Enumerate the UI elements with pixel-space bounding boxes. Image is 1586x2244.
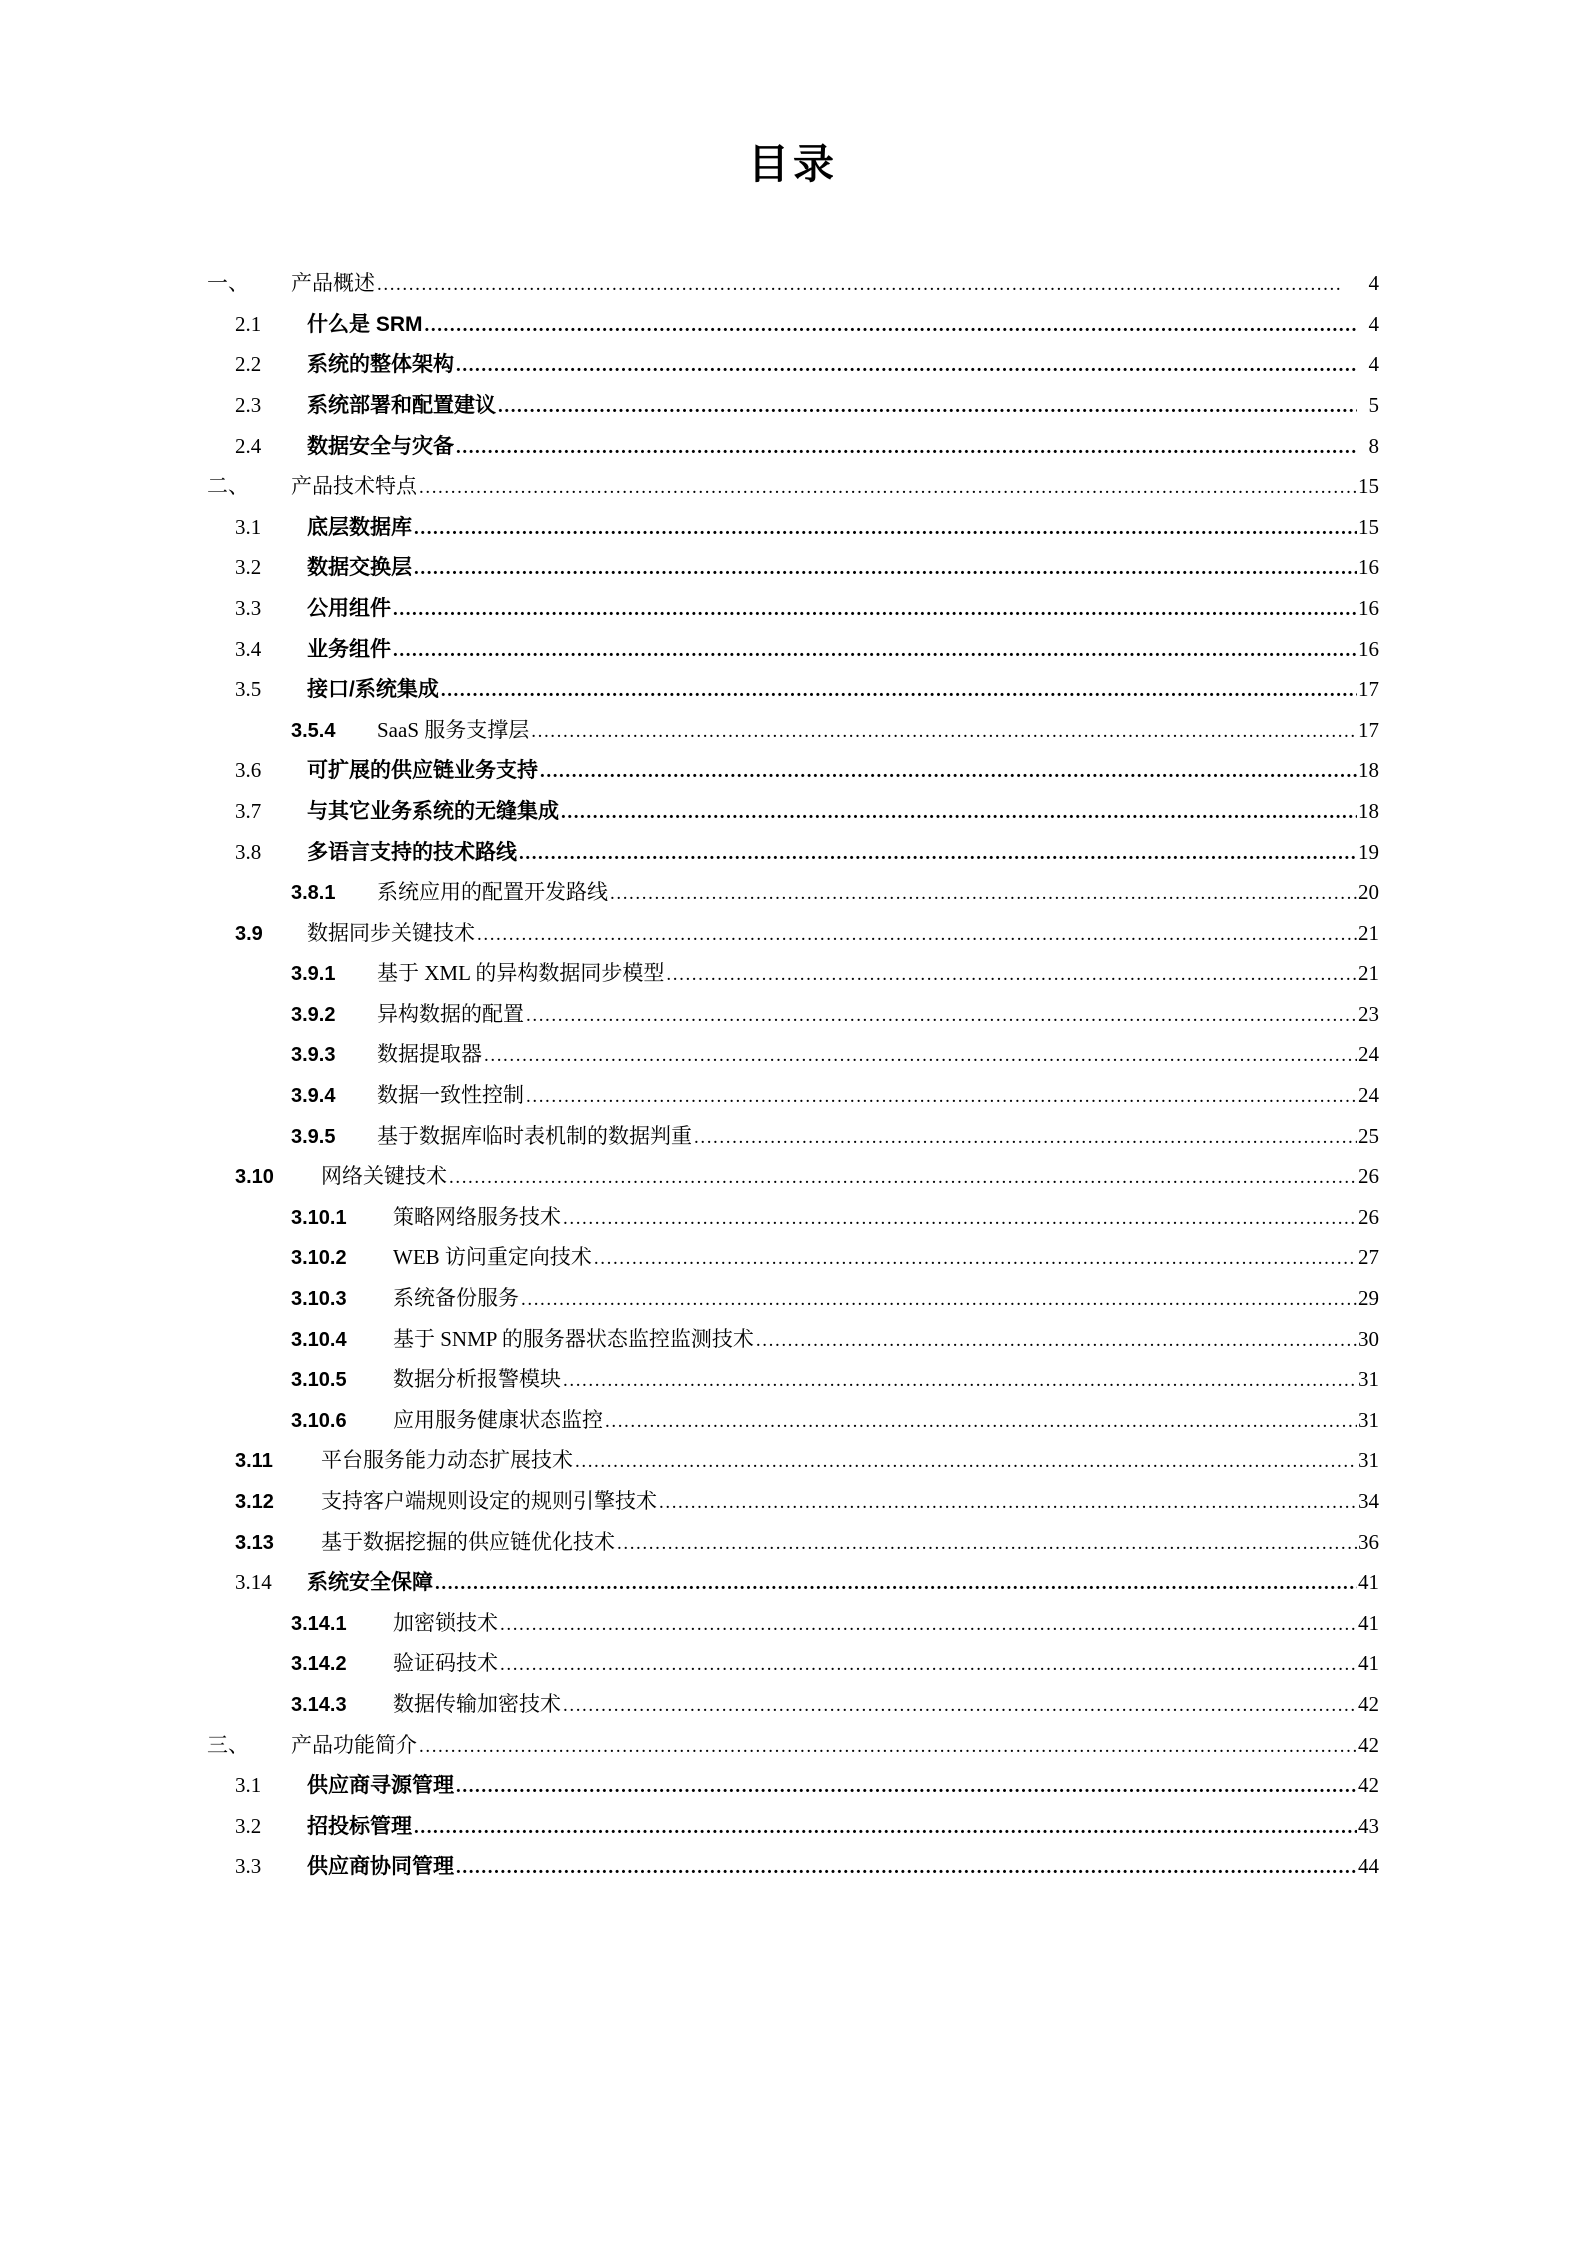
toc-entry-page-number: 16 [1358,595,1379,620]
toc-entry-title[interactable]: 验证码技术 [393,1651,498,1676]
toc-entry[interactable] [207,348,1379,389]
toc-entry-page-number: 26 [1358,1204,1379,1229]
toc-entry[interactable] [207,1363,1379,1404]
toc-leader-dots [456,1858,1357,1879]
toc-leader-dots [449,1168,1357,1189]
toc-entry-title[interactable]: 供应商寻源管理 [307,1774,454,1798]
toc-entry-page-number: 21 [1358,961,1379,986]
toc-leader-dots [694,1128,1357,1149]
toc-entry-number: 3.14 [235,1570,272,1595]
toc-entry-page-number: 34 [1358,1489,1379,1513]
toc-entry-page-number: 18 [1358,758,1379,783]
toc-entry[interactable] [207,1120,1379,1161]
toc-leader-dots [414,1818,1357,1839]
toc-leader-dots [484,1046,1357,1067]
toc-entry[interactable] [207,511,1379,552]
toc-entry-number: 二、 [207,474,249,499]
toc-entry[interactable] [207,957,1379,998]
toc-entry-number: 3.2 [235,1813,262,1838]
toc-entry-number: 3.10.2 [291,1247,347,1270]
toc-leader-dots [561,803,1357,824]
toc-leader-dots [393,641,1357,662]
toc-leader-dots [526,1087,1357,1108]
toc-entry-title[interactable]: 接口/系统集成 [307,678,439,702]
toc-entry-title[interactable]: 数据同步关键技术 [307,920,475,945]
toc-leader-dots [500,1615,1357,1636]
toc-entry-title[interactable]: 招投标管理 [307,1814,412,1838]
toc-leader-dots [441,681,1357,702]
toc-entry-title[interactable]: 支持客户端规则设定的规则引擎技术 [321,1489,657,1513]
toc-entry-page-number: 17 [1358,677,1379,702]
toc-entry-number: 3.7 [235,798,262,823]
toc-entry-title[interactable]: 数据交换层 [307,556,412,580]
toc-entry-number: 3.9 [235,922,263,945]
toc-leader-dots [531,722,1357,743]
toc-leader-dots [393,600,1357,621]
toc-entry-page-number: 4 [1368,311,1379,336]
toc-entry-number: 2.4 [235,433,262,458]
toc-entry-page-number: 24 [1358,1042,1379,1067]
toc-entry-page-number: 27 [1358,1245,1379,1270]
toc-leader-dots [563,1209,1357,1230]
toc-leader-dots [519,844,1357,865]
toc-entry-page-number: 8 [1368,433,1379,458]
toc-entry-page-number: 15 [1358,514,1379,539]
toc-entry-page-number: 24 [1358,1083,1379,1108]
toc-entry[interactable] [207,633,1379,674]
toc-entry-number: 3.11 [235,1450,273,1473]
toc-entry-page-number: 41 [1358,1570,1379,1595]
toc-leader-dots [477,925,1357,946]
toc-leader-dots [419,478,1357,499]
toc-entry[interactable] [207,1160,1379,1201]
toc-entry-number: 3.10 [235,1166,274,1189]
toc-entry-page-number: 43 [1358,1813,1379,1838]
toc-entry-number: 3.10.3 [291,1288,347,1311]
toc-entry[interactable] [207,430,1379,471]
toc-leader-dots [456,356,1357,377]
toc-leader-dots [605,1412,1357,1433]
toc-entry-number: 3.10.6 [291,1409,347,1432]
toc-leader-dots [425,316,1358,337]
toc-entry-number: 2.3 [235,392,262,417]
toc-entry-number: 3.8.1 [291,882,336,905]
toc-entry[interactable] [207,1607,1379,1648]
toc-entry-number: 3.6 [235,758,262,783]
toc-entry[interactable] [207,1038,1379,1079]
toc-entry-title[interactable]: 数据安全与灾备 [307,434,454,458]
toc-entry-title[interactable]: 系统应用的配置开发路线 [377,880,608,905]
toc-entry-title[interactable]: 系统的整体架构 [307,353,454,377]
toc-entry-number: 3.5.4 [291,719,336,742]
toc-leader-dots [756,1331,1357,1352]
toc-entry-page-number: 17 [1358,717,1379,742]
toc-entry-title[interactable]: 公用组件 [307,596,391,620]
toc-entry-number: 3.9.1 [291,963,336,986]
toc-leader-dots [617,1534,1357,1555]
toc-entry-title[interactable]: 数据提取器 [377,1042,482,1067]
toc-entry-title[interactable]: 基于 XML 的异构数据同步模型 [377,961,665,986]
toc-entry[interactable] [207,1485,1379,1526]
toc-entry-page-number: 21 [1358,920,1379,945]
toc-entry-page-number: 29 [1358,1286,1379,1311]
toc-entry-title[interactable]: 应用服务健康状态监控 [393,1407,603,1432]
toc-entry[interactable] [207,1444,1379,1485]
toc-entry-title[interactable]: 底层数据库 [307,515,412,539]
toc-leader-dots [414,559,1357,580]
toc-entry-number: 2.1 [235,311,262,336]
toc-entry[interactable] [207,754,1379,795]
toc-entry-number: 3.2 [235,555,262,580]
toc-leader-dots [594,1249,1357,1270]
toc-entry-page-number: 26 [1358,1164,1379,1189]
toc-entry-number: 3.10.1 [291,1206,347,1229]
toc-entry-number: 2.2 [235,352,262,377]
toc-entry-number: 三、 [207,1732,249,1757]
toc-entry-page-number: 4 [1368,271,1379,296]
toc-entry[interactable] [207,551,1379,592]
toc-entry-number: 3.9.5 [291,1125,336,1148]
toc-entry-number: 一、 [207,271,249,296]
toc-entry[interactable] [207,714,1379,755]
toc-entry-title[interactable]: 加密锁技术 [393,1610,498,1635]
toc-entry[interactable] [207,1404,1379,1445]
toc-entry-number: 3.1 [235,514,262,539]
toc-entry[interactable] [207,836,1379,877]
toc-entry-title[interactable]: 数据一致性控制 [377,1083,524,1108]
toc-leader-dots [456,438,1357,459]
toc-entry-page-number: 23 [1358,1001,1379,1026]
toc-entry-page-number: 36 [1358,1529,1379,1554]
toc-entry[interactable] [207,592,1379,633]
toc-entry-number: 3.8 [235,839,262,864]
toc-entry-title[interactable]: WEB 访问重定向技术 [393,1245,592,1270]
toc-entry-number: 3.4 [235,636,262,661]
toc-entry[interactable] [207,998,1379,1039]
toc-leader-dots [666,965,1357,986]
toc-entry[interactable] [207,673,1379,714]
toc-entry-title[interactable]: 策略网络服务技术 [393,1204,561,1229]
toc-entry-number: 3.5 [235,677,262,702]
toc-entry-title[interactable]: 系统部署和配置建议 [307,393,496,417]
toc-leader-dots [563,1696,1357,1717]
toc-entry[interactable] [207,1241,1379,1282]
toc-entry-title[interactable]: 产品功能简介 [291,1732,417,1757]
toc-entry-page-number: 31 [1358,1367,1379,1392]
toc-entry-number: 3.9.2 [291,1003,336,1026]
toc-entry-number: 3.3 [235,1854,262,1879]
toc-entry-page-number: 18 [1358,798,1379,823]
toc-entry-page-number: 4 [1368,352,1379,377]
toc-entry-title[interactable]: 与其它业务系统的无缝集成 [307,799,559,823]
toc-entry-number: 3.14.2 [291,1653,347,1676]
toc-entry[interactable] [207,1850,1379,1891]
toc-entry[interactable] [207,267,1379,308]
toc-entry[interactable] [207,1201,1379,1242]
toc-entry-page-number: 25 [1358,1123,1379,1148]
toc-entry-title[interactable]: 数据传输加密技术 [393,1691,561,1716]
toc-entry[interactable] [207,1688,1379,1729]
toc-leader-dots [659,1493,1357,1514]
toc-entry-page-number: 15 [1358,474,1379,499]
toc-entry-page-number: 42 [1358,1773,1379,1798]
toc-entry-page-number: 31 [1358,1448,1379,1473]
toc-entry-title[interactable]: 基于数据库临时表机制的数据判重 [377,1123,692,1148]
toc-entry-number: 3.10.5 [291,1369,347,1392]
toc-entry-title[interactable]: 数据分析报警模块 [393,1367,561,1392]
toc-entry-page-number: 31 [1358,1407,1379,1432]
toc-leader-dots [526,1006,1357,1027]
toc-leader-dots [540,762,1357,783]
toc-entry-title[interactable]: 基于数据挖掘的供应链优化技术 [321,1529,615,1554]
toc-entry[interactable] [207,917,1379,958]
toc-entry-title[interactable]: 平台服务能力动态扩展技术 [321,1448,573,1473]
toc-entry-page-number: 41 [1358,1610,1379,1635]
toc-entry[interactable] [207,470,1379,511]
toc-entry-page-number: 20 [1358,880,1379,905]
toc-entry-title[interactable]: 基于 SNMP 的服务器状态监控监测技术 [393,1326,754,1351]
toc-entry[interactable] [207,1079,1379,1120]
toc-leader-dots [435,1574,1357,1595]
toc-entry-number: 3.13 [235,1531,274,1554]
toc-entry[interactable] [207,1282,1379,1323]
toc-entry[interactable] [207,795,1379,836]
toc-entry-title[interactable]: 异构数据的配置 [377,1001,524,1026]
toc-entry[interactable] [207,1526,1379,1567]
toc-entry[interactable] [207,308,1379,349]
toc-entry-title[interactable]: 业务组件 [307,637,391,661]
toc-leader-dots [414,519,1357,540]
toc-entry-page-number: 19 [1358,839,1379,864]
toc-entry-number: 3.10.4 [291,1328,347,1351]
toc-entry-page-number: 30 [1358,1326,1379,1351]
toc-entry-page-number: 41 [1358,1651,1379,1676]
toc-leader-dots [419,1737,1357,1758]
toc-entry[interactable] [207,1647,1379,1688]
toc-entry[interactable] [207,389,1379,430]
toc-leader-dots [377,275,1357,296]
page-title: 目录 [748,141,838,187]
table-of-contents [207,267,1379,1891]
toc-entry-title[interactable]: 供应商协同管理 [307,1855,454,1879]
toc-entry-page-number: 42 [1358,1691,1379,1716]
toc-leader-dots [610,884,1357,905]
toc-entry-title[interactable]: 系统备份服务 [393,1286,519,1311]
toc-entry[interactable] [207,1566,1379,1607]
toc-entry-number: 3.1 [235,1773,262,1798]
toc-entry-title[interactable]: SaaS 服务支撑层 [377,717,530,742]
toc-entry-number: 3.9.3 [291,1044,336,1067]
toc-entry-title[interactable]: 产品技术特点 [291,474,417,499]
toc-leader-dots [500,1655,1357,1676]
toc-entry-title[interactable]: 可扩展的供应链业务支持 [307,759,538,783]
toc-entry[interactable] [207,876,1379,917]
toc-entry-page-number: 16 [1358,636,1379,661]
toc-leader-dots [563,1371,1357,1392]
toc-entry-title[interactable]: 系统安全保障 [307,1571,433,1595]
toc-leader-dots [456,1777,1357,1798]
toc-entry-title[interactable]: 什么是 SRM [307,312,423,336]
toc-entry-number: 3.9.4 [291,1085,336,1108]
toc-entry-number: 3.12 [235,1491,274,1513]
toc-entry-number: 3.14.1 [291,1612,347,1635]
toc-entry-page-number: 5 [1368,392,1379,417]
toc-entry-page-number: 42 [1358,1732,1379,1757]
toc-leader-dots [575,1452,1357,1473]
toc-entry-title[interactable]: 产品概述 [291,271,375,296]
toc-entry[interactable] [207,1810,1379,1851]
toc-entry-number: 3.3 [235,595,262,620]
toc-entry[interactable] [207,1769,1379,1810]
toc-leader-dots [498,397,1357,418]
toc-entry-page-number: 44 [1358,1854,1379,1879]
toc-entry-title[interactable]: 网络关键技术 [321,1164,447,1189]
toc-entry-number: 3.14.3 [291,1693,347,1716]
toc-entry-title[interactable]: 多语言支持的技术路线 [307,840,517,864]
toc-leader-dots [521,1290,1357,1311]
toc-entry[interactable] [207,1729,1379,1770]
toc-entry[interactable] [207,1323,1379,1364]
toc-entry-page-number: 16 [1358,555,1379,580]
